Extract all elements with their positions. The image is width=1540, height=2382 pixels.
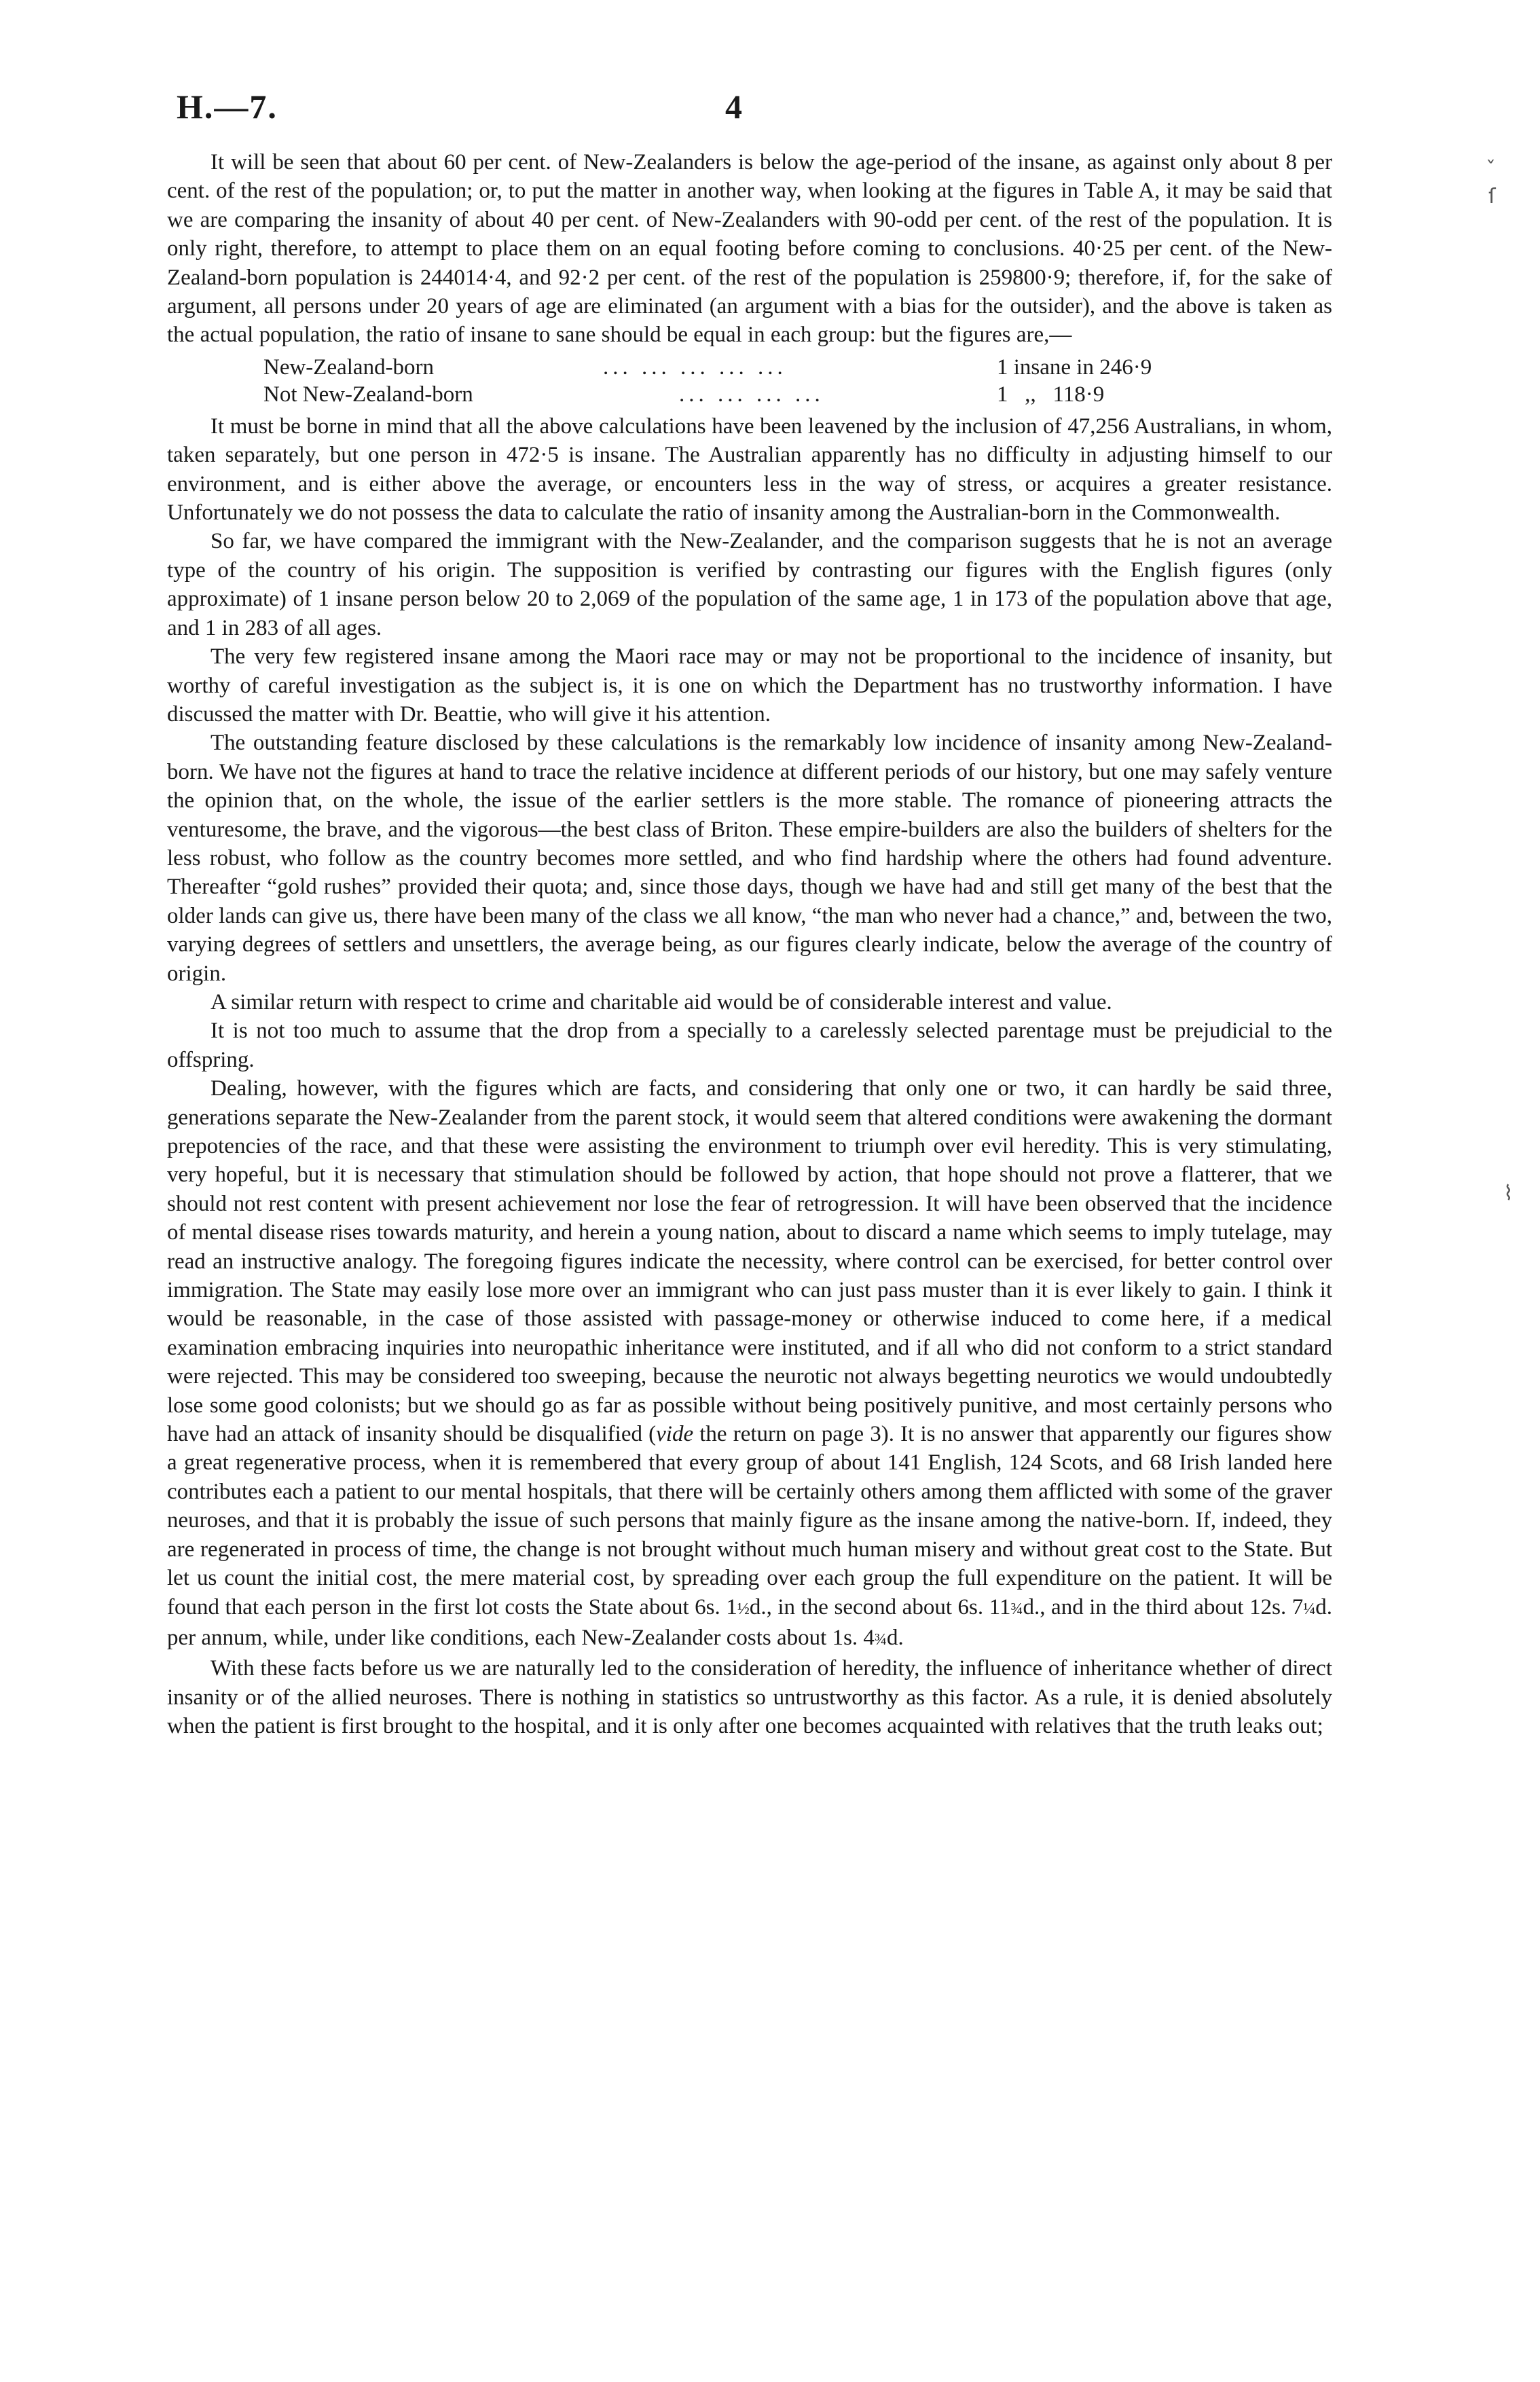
paragraph-inheritance: With these facts before us we are naturally led to the consideration of heredity, the influence of inheritance whether of direct insanity or of the allied neuroses. There is nothing in statistics so untrustworthy as this factor. As a rule, it is denied absolutely when the patient is first brought to the hospital, and it is only after one becomes acquainted with relatives that the truth leaks out; bbox=[167, 1656, 1332, 1739]
text-run: the return on page 3). It is no answer that apparently our figures show a great regenerative process, when it is remembered that every group of about 141 English, 124 Scots, and 68 Irish landed here contributes each a patient to our mental hospitals, that there will be certainly others among them afflicted with some of the graver neuroses, and that it is probably the issue of such persons that mainly figure as the insane among the native-born. If, indeed, they are regenerated in process of time, the change is not brought without much human misery and without great cost to the State. But let us count the initial cost, the mere material cost, by spreading over each group the full expenditure on the patient. It will be found that each person in the first lot costs the State about 6s. 1 bbox=[167, 1422, 1333, 1619]
text-run: d. per annum, while, under like conditions, each New-Zealander costs about 1s. 4 bbox=[167, 1594, 1332, 1650]
page-number: 4 bbox=[725, 88, 742, 126]
fraction: ¼ bbox=[1303, 1600, 1316, 1618]
fraction: ¾ bbox=[1010, 1600, 1023, 1618]
paragraph-age-period: It will be seen that about 60 per cent. of New-Zealanders is below the age-period of the insane, as against only about 8 per cent. of the rest of the population; or, to put the matter in another way, when looking at the figures in Table A, it may be said that we are comparing the insanity of about 40 per cent. of New-Zealanders with 90-odd per cent. of the rest of the population. It is only right, therefore, to attempt to place them on an equal footing before coming to conclusions. 40·25 per cent. of the New-Zealand-born population is 244014·4, and 92·2 per cent. of the rest of the population is 259800·9; therefore, if, for the sake of argument, all persons under 20 years of age are eliminated (an argument with a bias for the outsider), and the above is taken as the actual population, the ratio of insane to sane should be equal in each group: but the figures are,— bbox=[167, 150, 1332, 348]
paragraph-australians: It must be borne in mind that all the above calculations have been leavened by the inclusion of 47,256 Australians, in whom, taken separately, but one person in 472·5 is insane. The Australian apparently has no difficulty in adjusting himself to our environment, and is either above the average, or encounters less in the way of stress, or acquires a greater resistance. Unfortunately we do not possess the data to calculate the ratio of insanity among the Australian-born in the Commonwealth. bbox=[167, 414, 1332, 526]
margin-mark-mid: ⌇ bbox=[1503, 1181, 1514, 1205]
ratio-leader: ... ... ... ... bbox=[679, 382, 824, 407]
text-run: d., in the second about 6s. 11 bbox=[749, 1594, 1011, 1619]
text-run: d. bbox=[886, 1625, 904, 1650]
ratio-leader: ... ... ... ... ... bbox=[603, 354, 787, 380]
paragraph-outstanding-feature: The outstanding feature disclosed by these calculations is the remarkably low incidence of insanity among New-Zealand-born. We have not the figures at hand to trace the relative incidence at different periods of our history, but one may safely venture the opinion that, on the whole, the issue of the earlier settlers is the more stable. The romance of pioneering attracts the venturesome, the brave, and the vigorous—the best class of Briton. These empire-builders are also the builders of shelters for the less robust, who follow as the country becomes more settled, and who find hardship where the others had found adventure. Thereafter “gold rushes” provided their quota; and, since those days, though we have had and still get many of the best that the older lands can give us, there have been many of the class we all know, “the man who never had a chance,” and, between the two, varying degrees of settlers and unsettlers, the average being, as our figures clearly indicate, below the average of the country of origin. bbox=[167, 731, 1332, 986]
text-run: Dealing, however, with the figures which are facts, and considering that only one or two, it can hardly be said three, generations separate the New-Zealander from the parent stock, it would seem that altered conditions were awakening the dormant prepotencies of the race, and that these were assisting the environment to triumph over evil heredity. This is very stimulating, very hopeful, but it is necessary that stimulation should be followed by action, that hope should not prove a flatterer, that we should not rest content with present achievement nor lose the fear of retrogression. It will have been observed that the incidence of mental disease rises towards maturity, and herein a young nation, about to discard a name which seems to imply tutelage, may read an instructive analogy. The foregoing figures indicate the necessity, where control can be exercised, for better control over immigration. The State may easily lose more over an immigrant who can just pass muster than it is ever likely to gain. I think it would be reasonable, in the case of those assisted with passage-money or otherwise induced to come here, if a medical examination embracing inquiries into neuropathic inheritance were instituted, and if all who did not conform to a strict standard were rejected. This may be considered too sweeping, because the neurotic not always begetting neurotics we would undoubtedly lose some good colonists; but we should go as far as possible without being positively punitive, and most certainly persons who have had an attack of insanity should be disqualified ( bbox=[167, 1076, 1332, 1447]
fraction: ½ bbox=[737, 1600, 750, 1618]
ratio-label: New-Zealand-born bbox=[263, 354, 435, 380]
report-code: H.—7. bbox=[177, 88, 278, 126]
ratio-value: 1 insane in 246·9 bbox=[997, 354, 1152, 380]
text-run: d., and in the third about 12s. 7 bbox=[1023, 1594, 1304, 1619]
paragraph-english-figures: So far, we have compared the immigrant with the New-Zealander, and the comparison suggests that he is not an average type of the country of his origin. The supposition is verified by contrasting our figures with the English figures (only approximate) of 1 insane person below 20 to 2,069 of the population of the same age, 1 in 173 of the population above that age, and 1 in 283 of all ages. bbox=[167, 529, 1332, 640]
margin-mark-top-2: ſ bbox=[1488, 185, 1496, 208]
ratio-row bbox=[263, 354, 1332, 381]
paragraph-maori: The very few registered insane among the Maori race may or may not be proportional to the incidence of insanity, but worthy of careful investigation as the subject is, it is one on which the Department has no trustworthy information. I have discussed the matter with Dr. Beattie, who will give it his attention. bbox=[167, 644, 1332, 727]
ratio-label: Not New-Zealand-born bbox=[263, 382, 473, 407]
paragraph-parentage: It is not too much to assume that the drop from a specially to a carelessly selected parentage must be prejudicial to the offspring. bbox=[167, 1019, 1332, 1072]
paragraph-heredity-immigration bbox=[167, 1074, 1332, 1654]
fraction: ¾ bbox=[874, 1630, 887, 1649]
ratio-table bbox=[263, 354, 1332, 408]
italic-vide: vide bbox=[656, 1422, 694, 1447]
paragraph-crime-return: A similar return with respect to crime and charitable aid would be of considerable interest and value. bbox=[210, 989, 1112, 1014]
ratio-value: 1 ,, 118·9 bbox=[997, 382, 1105, 407]
margin-mark-top: ˇ bbox=[1486, 158, 1496, 181]
body-text bbox=[167, 148, 1332, 1741]
ratio-row bbox=[263, 381, 1332, 408]
